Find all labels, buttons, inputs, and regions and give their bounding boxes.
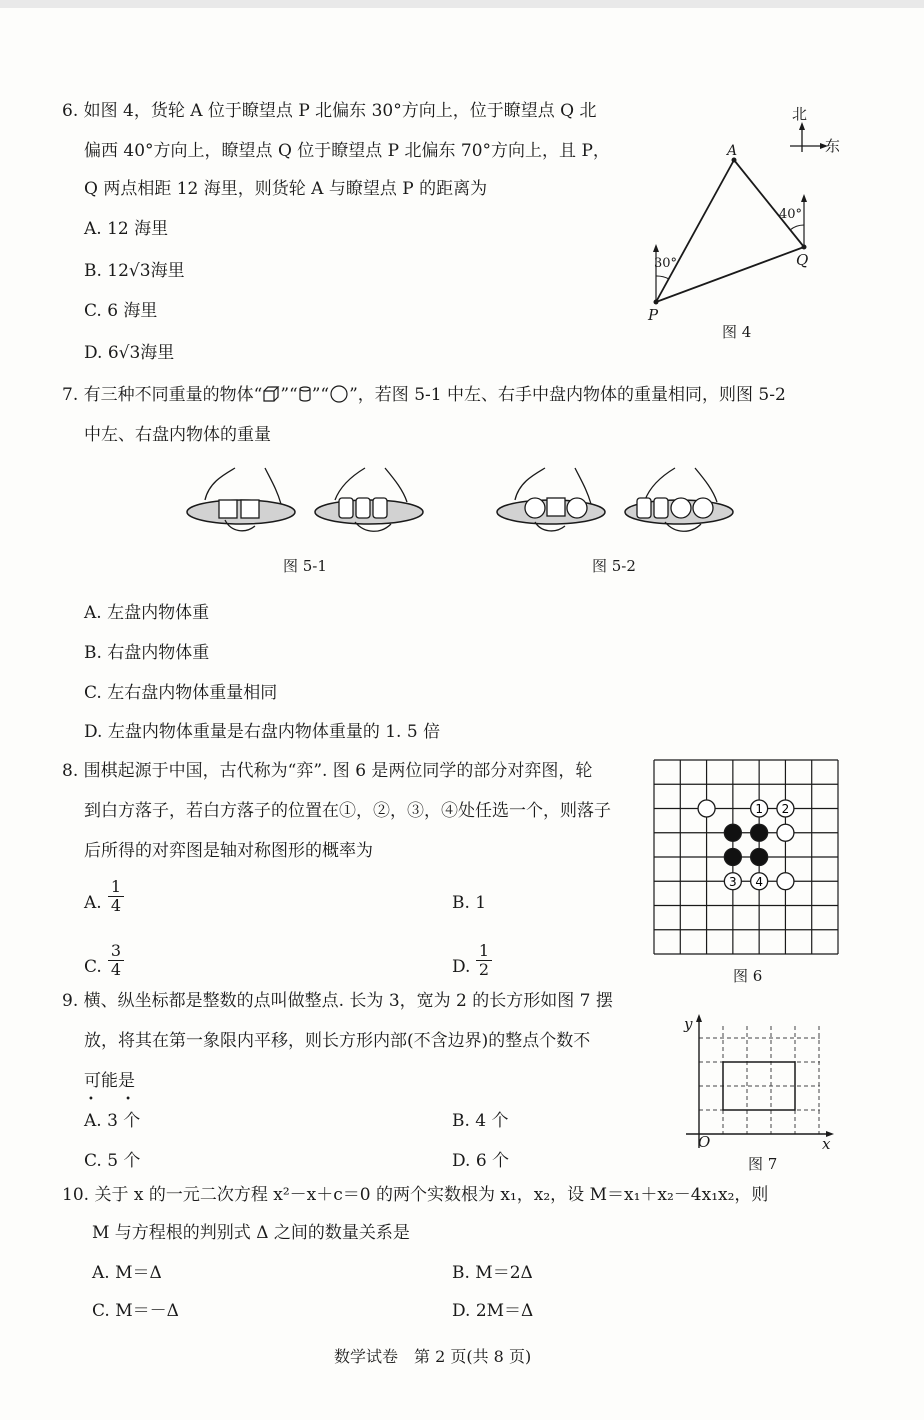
white-stone (698, 800, 715, 817)
x-axis-label: x (822, 1135, 831, 1153)
angle-label-q: 40° (779, 207, 803, 222)
angle-arc-p (656, 276, 669, 279)
go-stones (698, 800, 794, 890)
frac-den: 4 (108, 960, 124, 979)
frac-num: 1 (110, 877, 122, 896)
q8-option-c-label[interactable]: C. (84, 957, 102, 977)
q10-option-a[interactable]: A. M＝Δ (92, 1263, 162, 1283)
figure-4-caption: 图 4 (722, 323, 752, 341)
north-arrow-q (801, 194, 807, 202)
side-pq (656, 247, 804, 302)
go-grid (654, 760, 838, 954)
q9-option-a[interactable]: A. 3 个 (84, 1111, 141, 1131)
q8-line-2: 到白方落子，若白方落子的位置在①，②，③，④处任选一个，则落子 (84, 801, 611, 821)
q9-option-d[interactable]: D. 6 个 (452, 1151, 510, 1171)
page-top-edge (0, 0, 924, 8)
figure-7-caption: 图 7 (748, 1155, 778, 1173)
white-stone (777, 824, 794, 841)
side-aq (734, 160, 804, 247)
q6-line-3: Q 两点相距 12 海里，则货轮 A 与瞭望点 P 的距离为 (84, 179, 488, 199)
label-a: A (727, 143, 738, 159)
q8-option-d-fraction[interactable] (476, 942, 492, 979)
cube-icon (262, 385, 280, 403)
q9-option-b[interactable]: B. 4 个 (452, 1111, 509, 1131)
y-axis-arrow (696, 1014, 702, 1022)
frac-den: 2 (476, 960, 492, 979)
q7-option-a[interactable]: A. 左盘内物体重 (84, 603, 210, 623)
q9-line-3: 可能是 (84, 1071, 135, 1091)
q6-option-c[interactable]: C. 6 海里 (84, 301, 158, 321)
q8-line-3: 后所得的对弈图是轴对称图形的概率为 (84, 841, 373, 861)
q9-line-1: 9. 横、纵坐标都是整数的点叫做整点. 长为 3，宽为 2 的长方形如图 7 摆 (62, 991, 613, 1011)
frac-num: 3 (110, 941, 122, 960)
q9-option-c[interactable]: C. 5 个 (84, 1151, 141, 1171)
black-stone (751, 824, 768, 841)
q6-option-b[interactable]: B. 12√3海里 (84, 261, 185, 281)
black-stone (724, 849, 741, 866)
q6-option-a[interactable]: A. 12 海里 (84, 219, 169, 239)
q10-option-d[interactable]: D. 2M＝Δ (452, 1301, 534, 1321)
page-footer: 数学试卷 第 2 页(共 8 页) (334, 1347, 532, 1366)
frac-den: 4 (108, 896, 124, 915)
compass-east-label: 东 (825, 137, 841, 155)
q7-option-c[interactable]: C. 左右盘内物体重量相同 (84, 683, 278, 703)
position-mark-label: 2 (781, 802, 790, 816)
q6-option-d[interactable]: D. 6√3海里 (84, 343, 175, 363)
y-axis-label: y (684, 1015, 693, 1033)
q7-line-1 (62, 384, 786, 406)
origin-label: O (698, 1133, 711, 1151)
angle-label-p: 30° (654, 256, 678, 271)
compass-north-label: 北 (792, 105, 808, 123)
position-mark-label: 3 (729, 874, 737, 889)
q7-sep-2: ”“ (311, 385, 330, 405)
q8-option-c-fraction[interactable] (108, 942, 124, 979)
q6-line-2: 偏西 40°方向上，瞭望点 Q 位于瞭望点 P 北偏东 70°方向上，且 P， (84, 141, 610, 161)
figure-5-1-caption: 图 5-1 (283, 557, 327, 575)
q10-option-b[interactable]: B. M＝2Δ (452, 1263, 533, 1283)
black-stone (751, 849, 768, 866)
q8-option-b[interactable]: B. 1 (452, 893, 487, 913)
q10-option-c[interactable]: C. M＝－Δ (92, 1301, 179, 1321)
white-stone (777, 873, 794, 890)
q8-option-a-fraction[interactable] (108, 878, 124, 915)
q7-option-d[interactable]: D. 左盘内物体重量是右盘内物体重量的 1. 5 倍 (84, 722, 441, 742)
north-arrow-p (653, 244, 659, 252)
sphere-icon (329, 385, 349, 403)
q7-sep-1: ”“ (280, 385, 298, 405)
label-q: Q (796, 251, 809, 269)
q8-option-a-label[interactable]: A. (84, 893, 102, 913)
q7-option-b[interactable]: B. 右盘内物体重 (84, 643, 210, 663)
side-pa (656, 160, 734, 302)
q10-line-1: 10. 关于 x 的一元二次方程 x²－x＋c＝0 的两个实数根为 x₁，x₂，设 M＝x₁＋x₂－4x₁x₂，则 (62, 1185, 769, 1205)
emphasis-dots: • • (88, 1094, 145, 1105)
figure-6-go-board (654, 760, 838, 954)
figure-7-coordinate-grid (680, 1012, 840, 1152)
q7-line-1-start: 7. 有三种不同重量的物体“ (62, 385, 263, 405)
figure-4-triangle (640, 100, 850, 350)
figure-5-2-caption: 图 5-2 (592, 557, 636, 575)
angle-arc-q (790, 225, 804, 230)
q10-line-2: M 与方程根的判别式 Δ 之间的数量关系是 (92, 1223, 410, 1243)
position-mark-label: 1 (755, 802, 763, 816)
figure-6-caption: 图 6 (733, 967, 763, 985)
label-p: P (648, 306, 659, 324)
q8-line-1: 8. 围棋起源于中国，古代称为“弈”. 图 6 是两位同学的部分对弈图，轮 (62, 761, 593, 781)
figure-5-2-scales (495, 460, 740, 540)
q7-line-2: 中左、右盘内物体的重量 (84, 425, 271, 445)
q7-line-1-end: ”，若图 5-1 中左、右手中盘内物体的重量相同，则图 5-2 (349, 385, 786, 405)
position-mark-label: 4 (755, 874, 763, 889)
black-stone (724, 824, 741, 841)
q9-line-2: 放，将其在第一象限内平移，则长方形内部(不含边界)的整点个数不 (84, 1031, 591, 1051)
q6-line-1: 6. 如图 4，货轮 A 位于瞭望点 P 北偏东 30°方向上，位于瞭望点 Q 北 (62, 101, 597, 121)
cylinder-icon (298, 385, 312, 403)
frac-num: 1 (478, 941, 490, 960)
q8-option-d-label[interactable]: D. (452, 957, 471, 977)
figure-5-1-scales (185, 460, 430, 540)
